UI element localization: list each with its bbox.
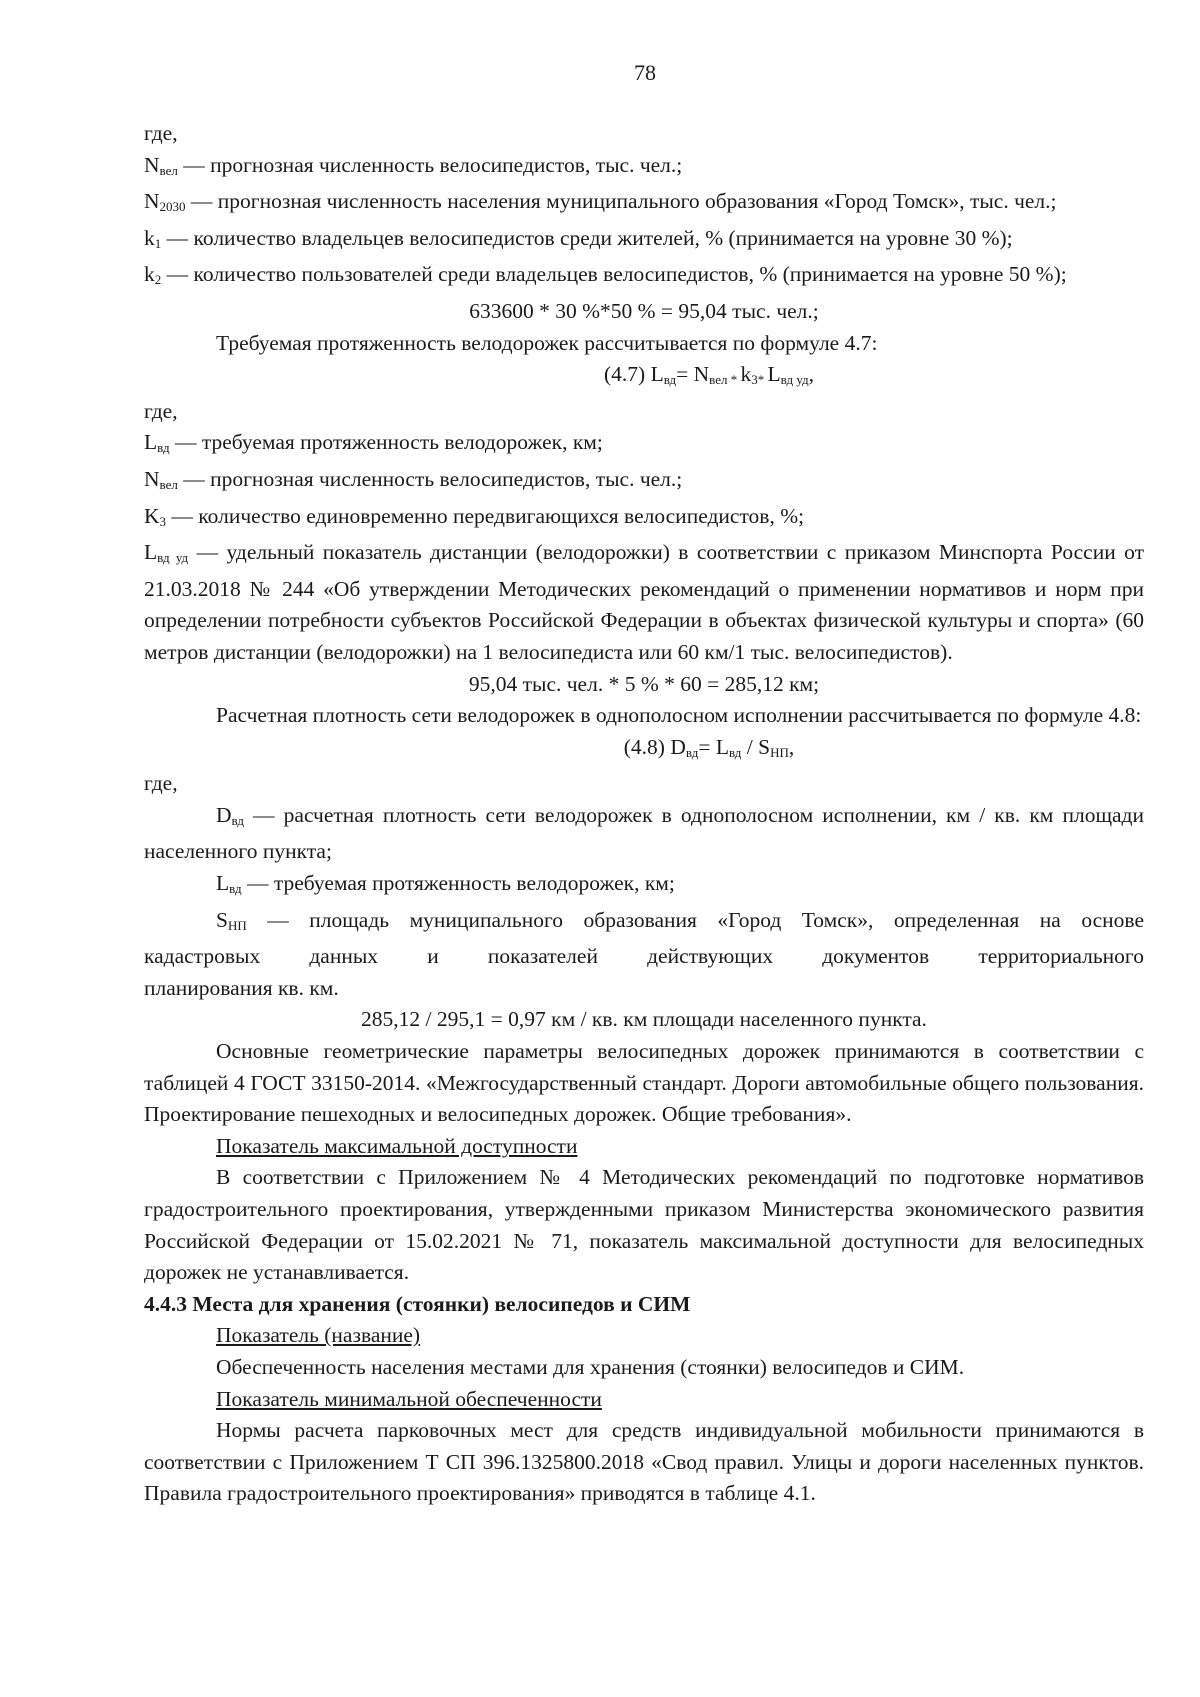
formula-part: = N [676,362,710,387]
symbol-subscript: 1 [154,235,162,251]
calculation-length: 95,04 тыс. чел. * 5 % * 60 = 285,12 км; [468,671,820,696]
symbol-subscript: вд уд [157,550,189,566]
definition-nvel-2 [144,464,1144,501]
where-label: где, [144,121,178,145]
definition-k1 [144,223,1144,260]
formula-part: (4.8) D [623,734,686,759]
symbol-subscript: НП [227,917,247,933]
symbol-subscript: вд [231,812,244,828]
page-number: 78 [634,60,656,85]
symbol-subscript: 2030 [159,199,186,215]
paragraph-required-length: Требуемая протяженность велодорожек рассчитывается по формуле 4.7: [216,330,878,355]
underlined-heading: Показатель максимальной доступности [216,1133,578,1158]
definition-k2 [144,259,1144,296]
formula-part: = L [698,734,729,759]
symbol: L [144,540,158,565]
formula-part: k [740,362,752,387]
definition-snp-end: планирования кв. км. [144,975,339,1000]
symbol-subscript: 3 [159,513,167,529]
paragraph-indicator-name: Обеспеченность населения местами для хранения (стоянки) велосипедов и СИМ. [216,1354,965,1379]
formula-4-7 [144,359,1144,396]
definition-text: — удельный показатель дистанции (велодорожки) в соответствии с приказом Минспорта России от 21.03.2018 № 244 «Об утверждении Методических рекомендаций о применении нормативов и норм при определении потребности субъектов Российской Федерации в объектах физической культуры и спорта» (60 метров дистанции (велодорожки) на 1 велосипедиста или 60 км/1 тыс. велосипедистов). [144,540,1144,664]
definition-dvd [144,800,1144,868]
definition-k3 [144,501,1144,538]
page-content [144,118,1144,1510]
symbol-subscript: вд [229,881,242,897]
word: документов [822,944,930,969]
symbol: L [144,430,158,455]
symbol: N [144,466,160,491]
definition-text: — количество пользователей среди владельцев велосипедистов, % (принимается на уровне 50 %); [161,262,1067,287]
symbol: K [144,503,160,528]
formula-subscript: вд [663,372,677,388]
paragraph-max-accessibility: В соответствии с Приложением № 4 Методических рекомендаций по подготовке нормативов градостроительного проектирования, утвержденными приказом Министерства экономического развития Российской Федерации от 15.02.2021 № 71, показатель максимальной доступности для велосипедных дорожек не устанавливается. [144,1165,1144,1285]
underlined-heading: Показатель минимальной обеспеченности [216,1386,602,1411]
calculation-density: 285,12 / 295,1 = 0,97 км / кв. км площади населенного пункта. [361,1007,927,1032]
definition-text: — прогнозная численность велосипедистов, тыс. чел.; [177,152,683,177]
formula-subscript: 3* [751,372,768,388]
definition-nvel [144,150,1144,187]
formula-part: / S [741,734,771,759]
definition-lvd [144,427,1144,464]
definition-lvd-2 [144,868,1144,905]
symbol: k [144,225,155,250]
word: данных [309,944,379,969]
symbol-subscript: 2 [154,272,162,288]
definition-snp [144,905,1144,942]
symbol-subscript: вд [157,440,170,456]
definition-text: — требуемая протяженность велодорожек, км; [169,430,603,455]
where-label: где, [144,771,178,796]
symbol: N [144,152,160,177]
paragraph-min-provision: Нормы расчета парковочных мест для средств индивидуальной мобильности принимаются в соответствии с Приложением Т СП 396.1325800.2018 «Свод правил. Улицы и дороги населенных пунктов. Правила градостроительного проектирования» приводятся в таблице 4.1. [144,1418,1144,1506]
definition-lvd-ud [144,537,1144,668]
definition-text: — количество владельцев велосипедистов среди жителей, % (принимается на уровне 30 %); [161,225,1013,250]
symbol-subscript: вел [159,476,178,492]
calculation-cyclists: 633600 * 30 %*50 % = 95,04 тыс. чел.; [469,298,819,323]
section-heading: 4.4.3 Места для хранения (стоянки) велосипедов и СИМ [144,1291,691,1316]
symbol: N [144,189,160,214]
symbol: L [216,871,230,896]
symbol: k [144,262,155,287]
formula-subscript: вд [685,744,699,760]
formula-subscript: вд уд [780,372,809,388]
heading-indicator-name [144,1320,1144,1352]
definition-text: — расчетная плотность сети велодорожек в однополосном исполнении, км / кв. км площади населенного пункта; [144,802,1144,864]
formula-part: , [808,362,814,387]
formula-part: (4.7) L [604,362,664,387]
heading-max-accessibility [144,1131,1144,1163]
word: и [427,944,439,969]
paragraph-density: Расчетная плотность сети велодорожек в однополосном исполнении рассчитывается по формуле 4.8: [216,703,1142,728]
formula-subscript: вд [728,744,742,760]
formula-subscript: вел * [709,372,741,388]
word: показателей [487,944,598,969]
symbol: D [216,802,232,827]
word: территориального [978,944,1144,969]
definition-snp-continued [144,941,1144,973]
definition-text: — площадь муниципального образования «Город Томск», определенная на основе [246,907,1144,932]
paragraph-geometry: Основные геометрические параметры велосипедных дорожек принимаются в соответствии с таблицей 4 ГОСТ 33150-2014. «Межгосударственный стандарт. Дороги автомобильные общего пользования. Проектирование пешеходных и велосипедных дорожек. Общие требования». [144,1039,1144,1127]
definition-text: — прогнозная численность велосипедистов, тыс. чел.; [177,466,683,491]
symbol: S [216,907,228,932]
heading-min-provision [144,1384,1144,1416]
formula-subscript: НП [770,744,789,760]
underlined-heading: Показатель (название) [216,1323,421,1348]
word: действующих [647,944,774,969]
definition-text: — требуемая протяженность велодорожек, км; [241,871,675,896]
formula-part: , [788,734,795,759]
definition-text: — прогнозная численность населения муниципального образования «Город Томск», тыс. чел.; [185,189,1057,214]
symbol-subscript: вел [159,162,178,178]
where-label: где, [144,398,178,423]
formula-4-8 [144,732,1144,769]
definition-n2030 [144,186,1144,223]
formula-part: L [767,362,781,387]
word: кадастровых [144,944,261,969]
definition-text: — количество единовременно передвигающихся велосипедистов, %; [166,503,805,528]
